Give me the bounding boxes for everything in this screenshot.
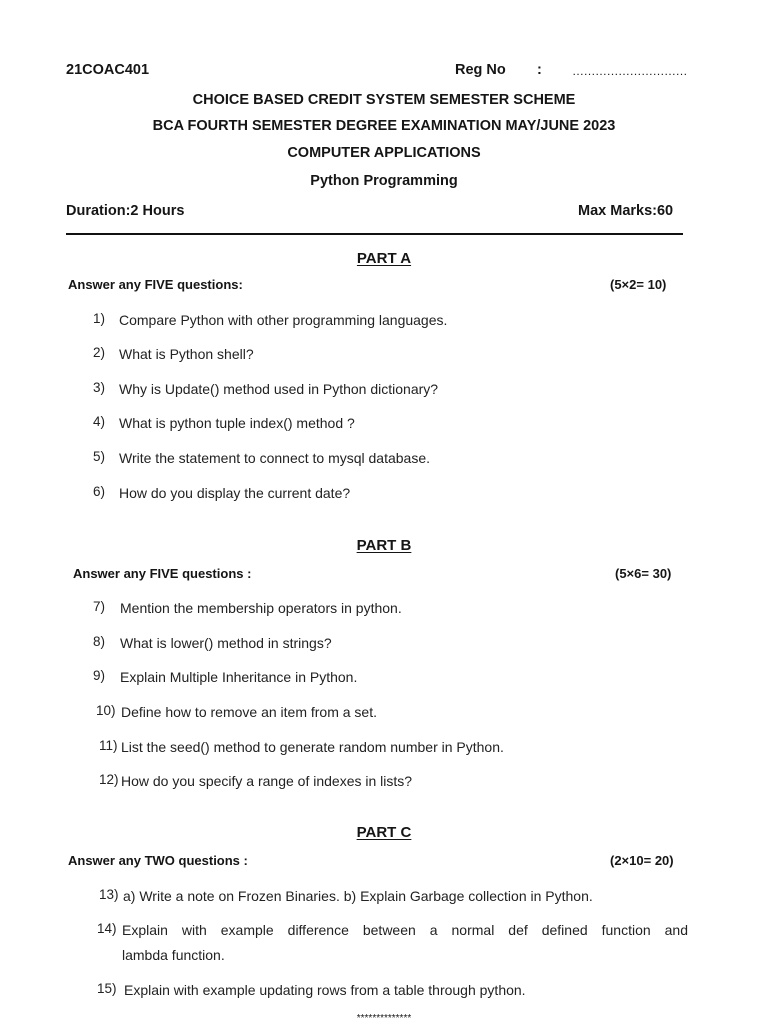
part-a-marks: (5×2= 10) [610,277,667,292]
question-number: 10) [96,703,116,718]
question-number: 2) [93,345,106,360]
question-text: Define how to remove an item from a set. [121,704,377,720]
max-marks: Max Marks:60 [578,203,674,219]
part-b-instruction: Answer any FIVE questions : [73,566,252,581]
subject-title: COMPUTER APPLICATIONS [287,145,481,161]
question-text: Write the statement to connect to mysql database. [119,450,431,466]
question-number: 13) [99,887,119,902]
question-number: 7) [93,599,106,614]
question-text: How do you specify a range of indexes in lists? [121,773,413,789]
part-a-instruction: Answer any FIVE questions: [68,277,243,292]
question-number: 1) [93,311,106,326]
question-number: 9) [93,668,106,683]
question-text: Mention the membership operators in python. [120,600,402,616]
question-text: How do you display the current date? [119,485,351,501]
course-code: 21COAC401 [66,62,150,78]
question-number: 12) [99,772,119,787]
part-b-title: PART B [356,537,412,554]
question-text: Why is Update() method used in Python dictionary? [119,381,439,397]
part-c-marks: (2×10= 20) [610,853,674,868]
question-number: 15) [97,981,117,996]
reg-no-colon: : [537,62,542,78]
paper-title: Python Programming [310,173,458,189]
duration: Duration:2 Hours [66,203,185,219]
exam-title: BCA FOURTH SEMESTER DEGREE EXAMINATION MAY/JUNE 2023 [152,118,616,134]
part-b-marks: (5×6= 30) [615,566,672,581]
question-text: Explain with example difference between a normal def defined function and [122,922,688,938]
question-number: 6) [93,484,106,499]
question-text: What is lower() method in strings? [120,635,332,651]
question-number: 3) [93,380,106,395]
question-text: What is Python shell? [119,346,254,362]
reg-no-blank: ………………………… [572,64,687,78]
question-text: Explain with example updating rows from a table through python. [124,982,526,998]
scheme-title: CHOICE BASED CREDIT SYSTEM SEMESTER SCHEME [192,92,576,108]
question-text: Explain Multiple Inheritance in Python. [120,669,358,685]
question-text: a) Write a note on Frozen Binaries. b) Explain Garbage collection in Python. [123,888,593,904]
reg-no-label: Reg No [455,62,506,78]
question-text: What is python tuple index() method ? [119,415,355,431]
question-number: 5) [93,449,106,464]
question-text-continued: lambda function. [122,947,225,963]
header-divider [66,233,683,235]
question-number: 8) [93,634,106,649]
end-stars: ************** [356,1013,412,1024]
question-number: 11) [99,738,118,753]
part-a-title: PART A [356,250,412,267]
question-text: List the seed() method to generate random number in Python. [121,739,504,755]
question-number: 14) [97,921,117,936]
part-c-title: PART C [356,824,412,841]
question-text: Compare Python with other programming languages. [119,312,448,328]
question-number: 4) [93,414,106,429]
part-c-instruction: Answer any TWO questions : [68,853,248,868]
